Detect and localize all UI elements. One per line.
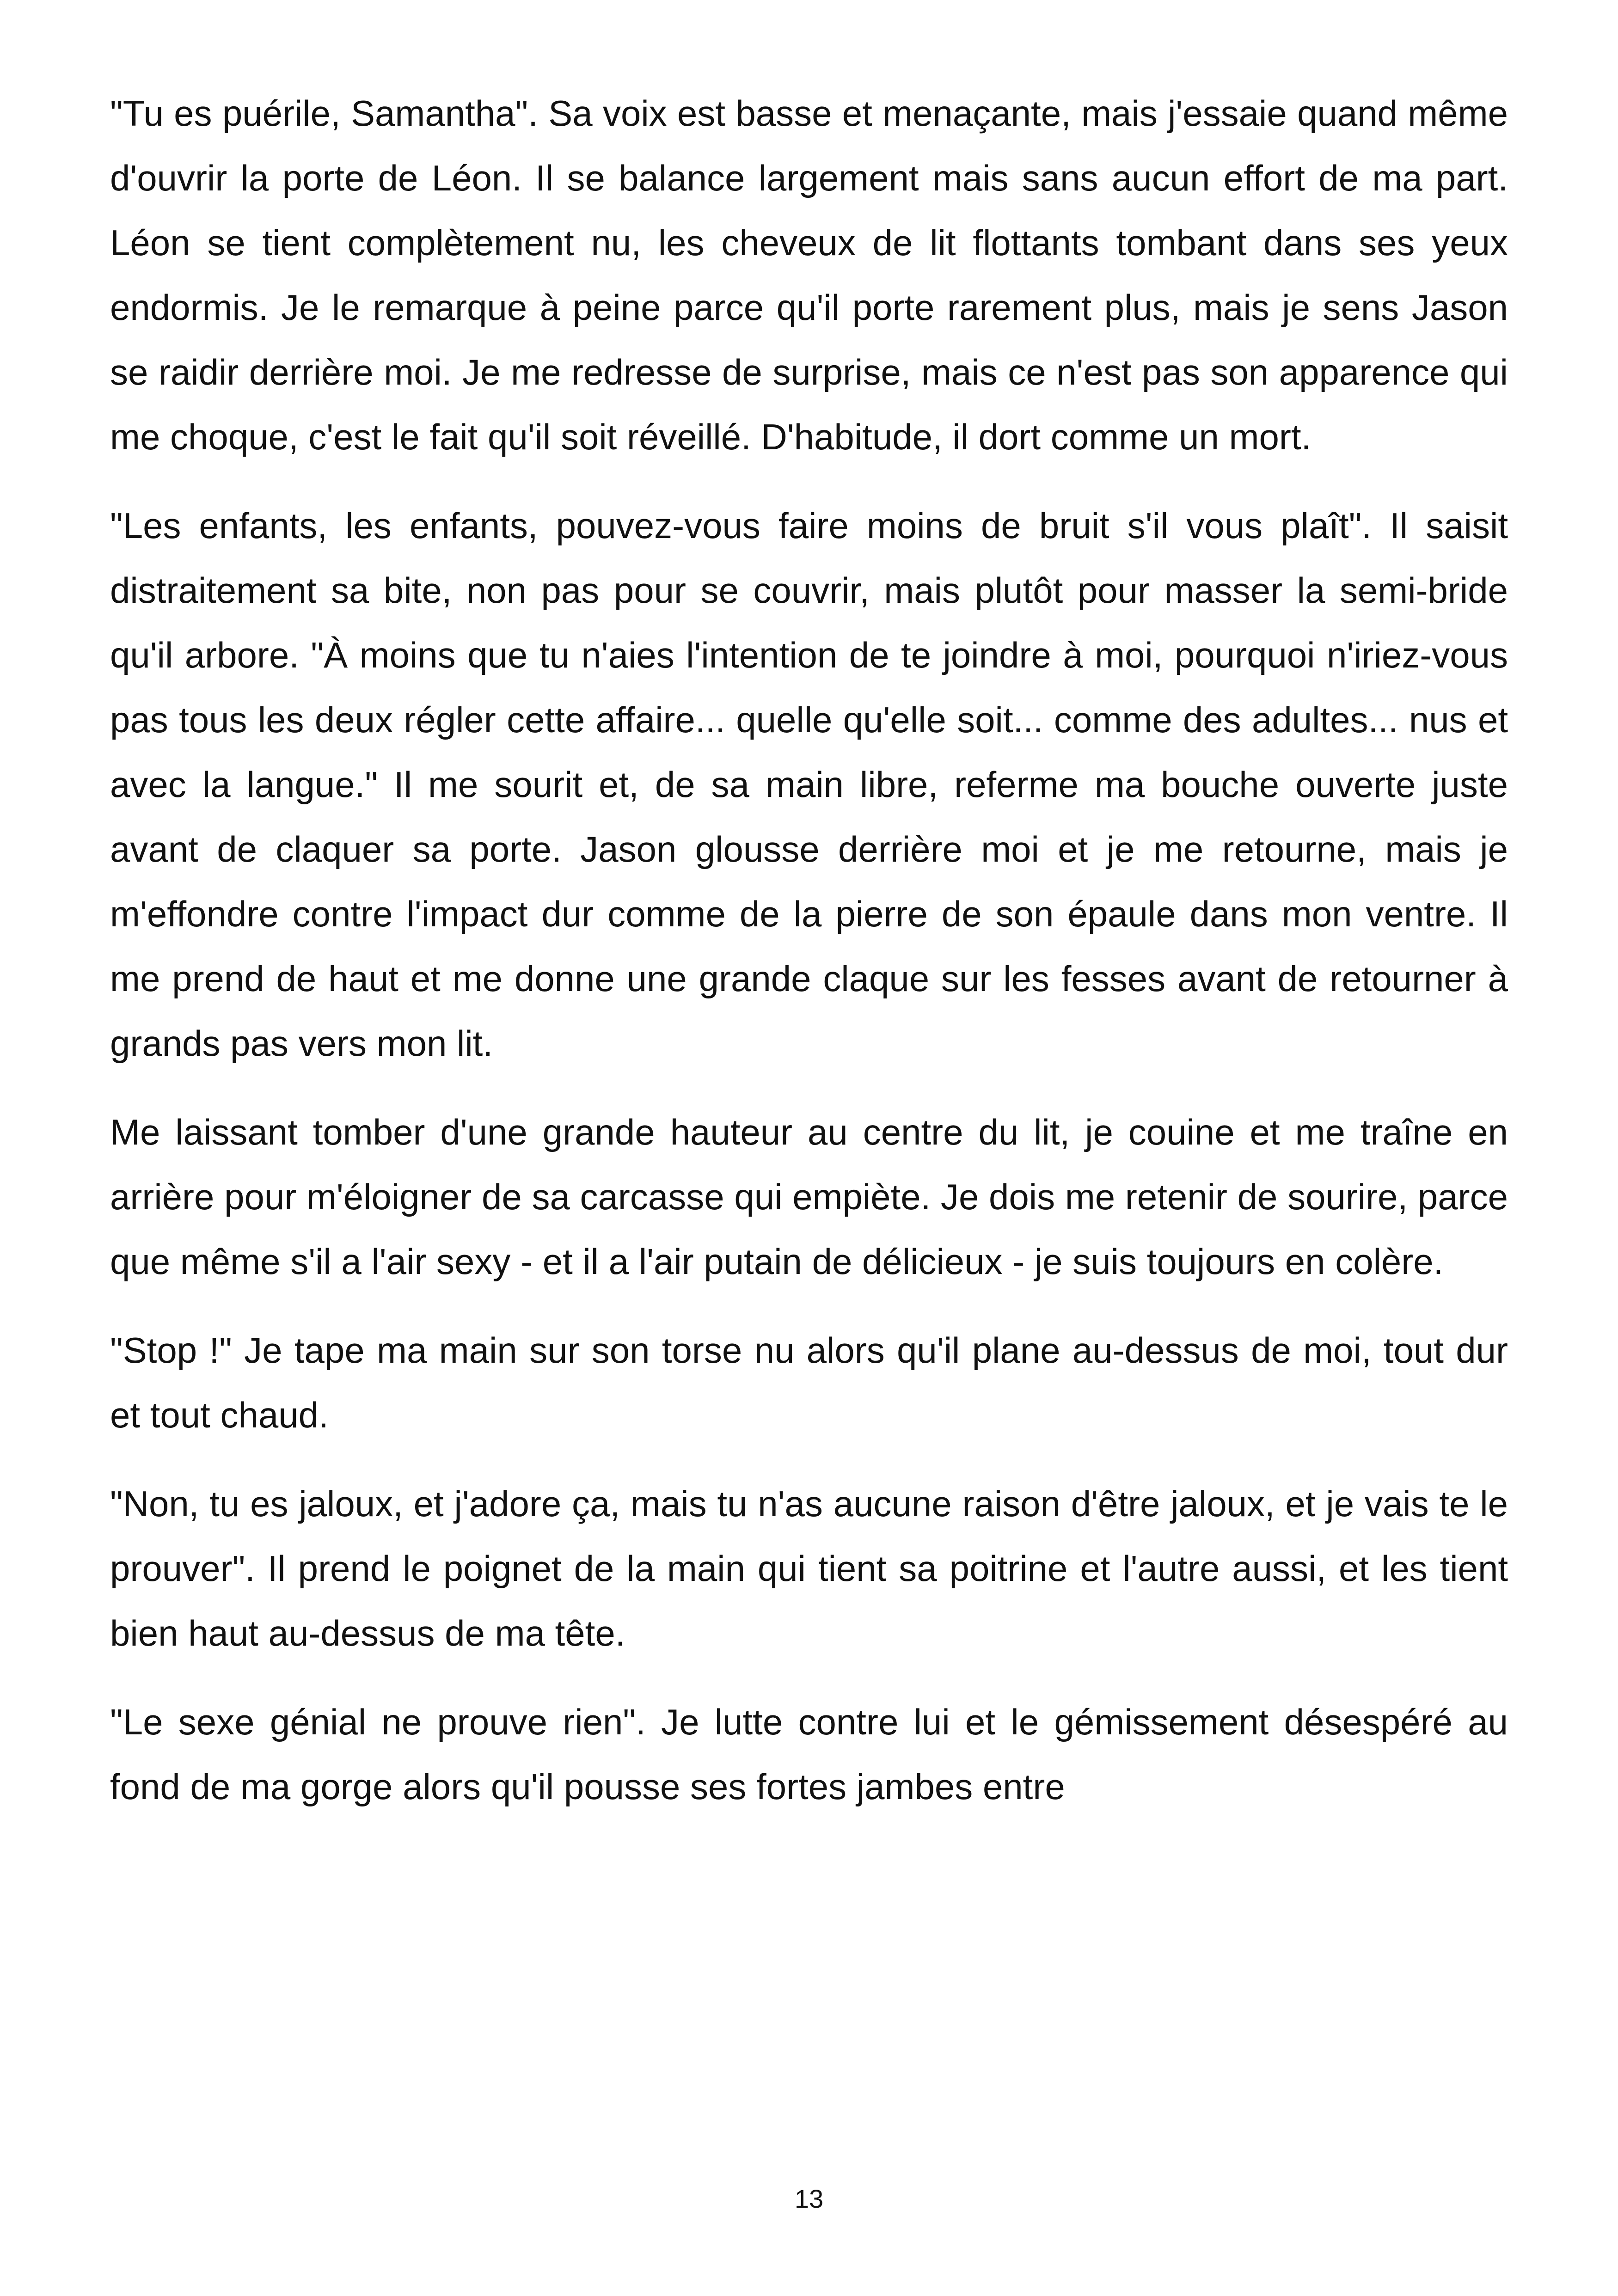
paragraph: Me laissant tomber d'une grande hauteur au centre du lit, je couine et me traîne en arrière pour m'éloigner de sa carcasse qui empiète. Je dois me retenir de sourire, parce que même s'il a l'air sexy - et il a l'air putain de délicieux - je suis toujours en colère. — [110, 1112, 1508, 1282]
paragraph: "Stop !" Je tape ma main sur son torse nu alors qu'il plane au-dessus de moi, tout dur et tout chaud. — [110, 1330, 1508, 1435]
body-text — [110, 81, 1508, 1843]
paragraph: "Le sexe génial ne prouve rien". Je lutte contre lui et le gémissement désespéré au fond de ma gorge alors qu'il pousse ses fortes jambes entre — [110, 1702, 1508, 1807]
page-number: 13 — [794, 2184, 824, 2213]
paragraph: "Non, tu es jaloux, et j'adore ça, mais tu n'as aucune raison d'être jaloux, et je vais te le prouver". Il prend le poignet de la main qui tient sa poitrine et l'autre aussi, et les tient bien haut au-dessus de ma tête. — [110, 1483, 1508, 1653]
paragraph: "Tu es puérile, Samantha". Sa voix est basse et menaçante, mais j'essaie quand même d'ouvrir la porte de Léon. Il se balance largement mais sans aucun effort de ma part. Léon se tient complètement nu, les cheveux de lit flottants tombant dans ses yeux endormis. Je le remarque à peine parce qu'il porte rarement plus, mais je sens Jason se raidir derrière moi. Je me redresse de surprise, mais ce n'est pas son apparence qui me choque, c'est le fait qu'il soit réveillé. D'habitude, il dort comme un mort. — [110, 93, 1508, 457]
paragraph: "Les enfants, les enfants, pouvez-vous faire moins de bruit s'il vous plaît". Il saisit distraitement sa bite, non pas pour se couvrir, mais plutôt pour masser la semi-bride qu'il arbore. "À moins que tu n'aies l'intention de te joindre à moi, pourquoi n'iriez-vous pas tous les deux régler cette affaire... quelle qu'elle soit... comme des adultes... nus et avec la langue." Il me sourit et, de sa main libre, referme ma bouche ouverte juste avant de claquer sa porte. Jason glousse derrière moi et je me retourne, mais je m'effondre contre l'impact dur comme de la pierre de son épaule dans mon ventre. Il me prend de haut et me donne une grande claque sur les fesses avant de retourner à grands pas vers mon lit. — [110, 505, 1508, 1064]
